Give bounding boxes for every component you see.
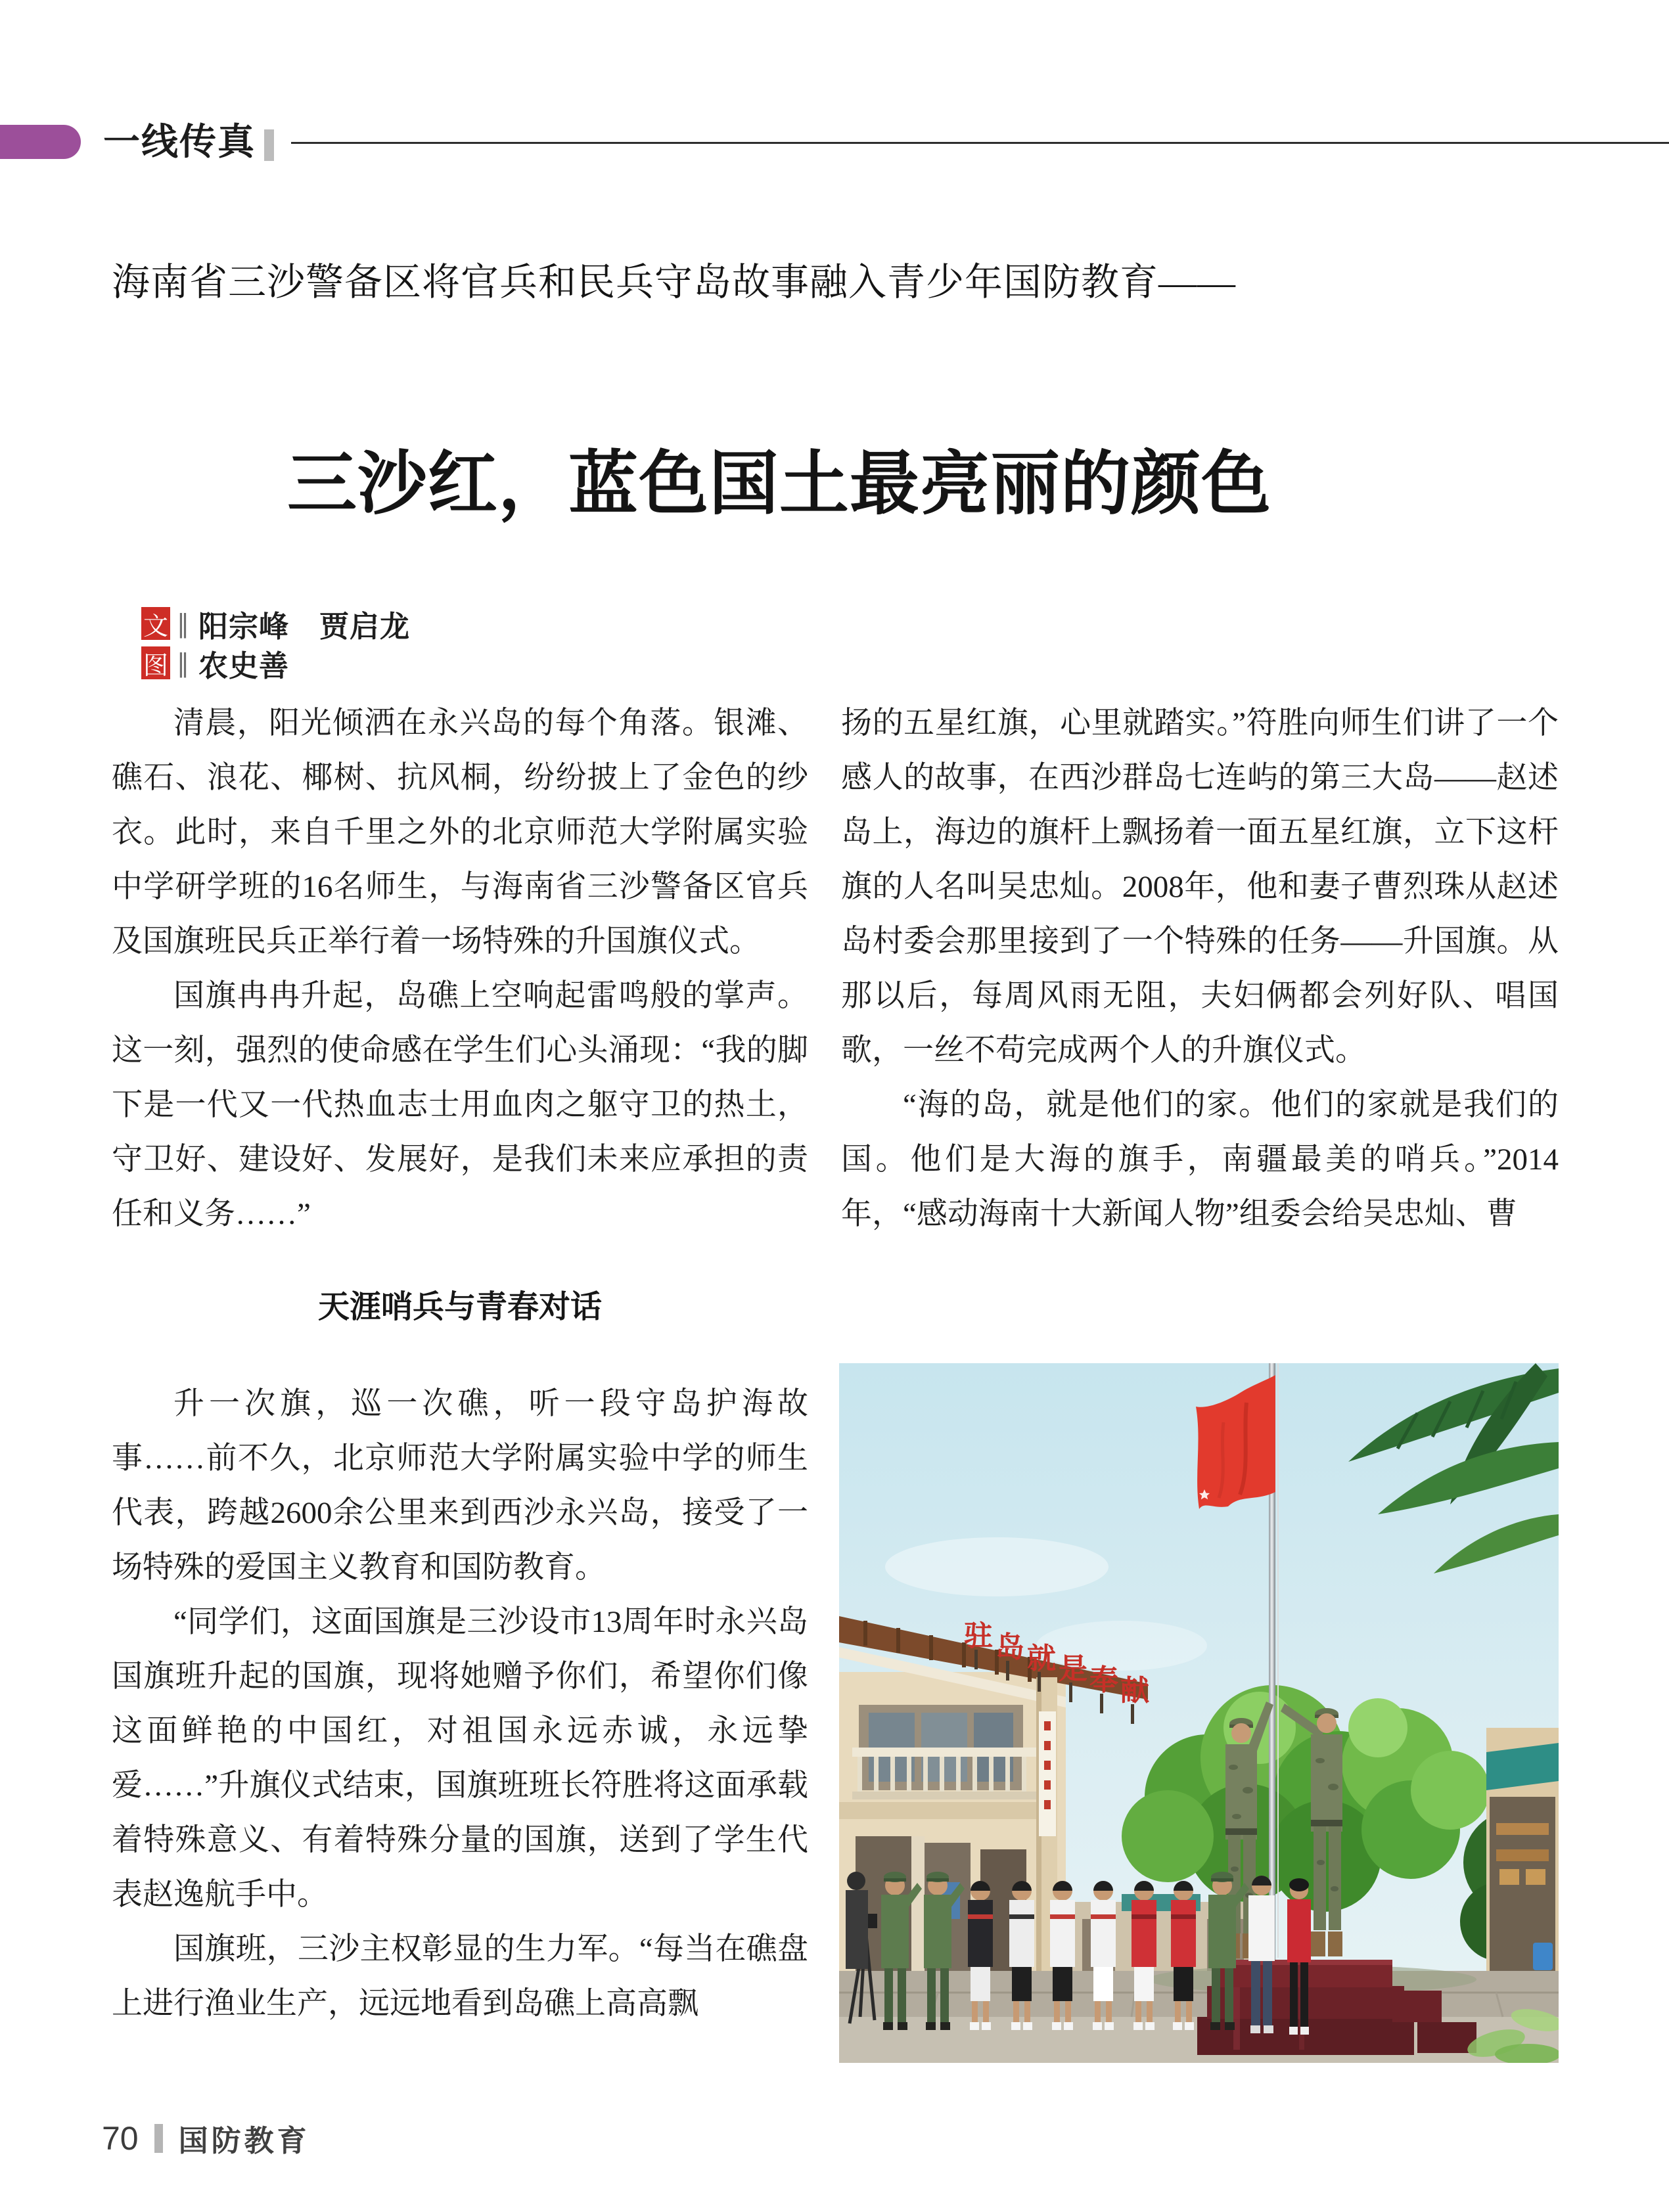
article-kicker: 海南省三沙警备区将官兵和民兵守岛故事融入青少年国防教育—— — [112, 261, 1237, 304]
svg-text:驻: 驻 — [964, 1620, 993, 1652]
body-paragraph: 国旗班，三沙主权彰显的生力军。“每当在礁盘上进行渔业生产，远远地看到岛礁上高高飘 — [112, 1932, 808, 2021]
byline-role-badge-text: 文 — [141, 607, 170, 640]
svg-text:就: 就 — [1027, 1642, 1056, 1675]
svg-text:岛: 岛 — [995, 1631, 1024, 1663]
svg-text:奉: 奉 — [1089, 1664, 1118, 1696]
body-paragraph: 国旗冉冉升起，岛礁上空响起雷鸣般的掌声。这一刻，强烈的使命感在学生们心头涌现：“我的脚下是一代又一代热血志士用血肉之躯守卫的热土，守卫好、建设好、发展好，是我们未来应承担的责任和义务……” — [112, 979, 808, 1231]
article-title: 三沙红，蓝色国土最亮丽的颜色 — [287, 445, 1271, 523]
header-rule — [291, 142, 1669, 144]
byline-separator: ‖ — [177, 648, 189, 677]
byline-row-photographer — [141, 646, 410, 683]
page-number: 70 — [102, 2119, 139, 2157]
building-right — [1486, 1728, 1559, 1991]
svg-text:是: 是 — [1059, 1653, 1087, 1685]
page-footer — [102, 2117, 310, 2159]
section-divider-bar — [264, 129, 274, 161]
column-left — [112, 696, 808, 2031]
body-paragraph: 扬的五星红旗，心里就踏实。”符胜向师生们讲了一个感人的故事，在西沙群岛七连屿的第三大岛——赵述岛上，海边的旗杆上飘扬着一面五星红旗，立下这杆旗的人名叫吴忠灿。2008年，他和妻子曹烈珠从赵述岛村委会那里接到了一个特殊的任务——升国旗。从那以后，每周风雨无阻，夫妇俩都会列好队、唱国歌，一丝不苟完成两个人的升旗仪式。 — [841, 706, 1559, 1068]
byline-photographer-name: 农史善 — [198, 648, 290, 683]
byline-row-author — [141, 607, 411, 643]
body-paragraph: 升一次旗，巡一次礁，听一段守岛护海故事……前不久，北京师范大学附属实验中学的师生代表，跨越2600余公里来到西沙永兴岛，接受了一场特殊的爱国主义教育和国防教育。 — [112, 1387, 808, 1585]
body-paragraph: “同学们，这面国旗是三沙设市13周年时永兴岛国旗班升起的国旗，现将她赠予你们，希望你们像这面鲜艳的中国红，对祖国永远赤诚，永远挚爱……”升旗仪式结束，国旗班班长符胜将这面承载着特殊意义、有着特殊分量的国旗，送到了学生代表赵逸航手中。 — [112, 1605, 808, 1912]
section-label: 一线传真 — [103, 121, 256, 162]
body-paragraph: 清晨，阳光倾洒在永兴岛的每个角落。银滩、礁石、浪花、椰树、抗风桐，纷纷披上了金色的纱衣。此时，来自千里之外的北京师范大学附属实验中学研学班的16名师生，与海南省三沙警备区官兵及国旗班民兵正举行着一场特殊的升国旗仪式。 — [112, 706, 808, 959]
byline — [141, 607, 410, 686]
body-paragraph: “海的岛，就是他们的家。他们的家就是我们的国。他们是大海的旗手，南疆最美的哨兵。”2014年，“感动海南十大新闻人物”组委会给吴忠灿、曹 — [841, 1088, 1559, 1231]
byline-role-badge-photo: 图 — [141, 646, 170, 679]
column-subheading: 天涯哨兵与青春对话 — [317, 1290, 602, 1324]
journal-name: 国防教育 — [178, 2124, 310, 2157]
svg-text:献: 献 — [1120, 1675, 1149, 1707]
column-right — [841, 696, 1559, 1242]
byline-author-names: 阳宗峰 贾启龙 — [198, 609, 411, 643]
section-accent-tab — [0, 125, 81, 159]
byline-separator: ‖ — [177, 609, 189, 638]
article-photo — [839, 1363, 1559, 2063]
footer-divider-bar — [154, 2124, 163, 2153]
